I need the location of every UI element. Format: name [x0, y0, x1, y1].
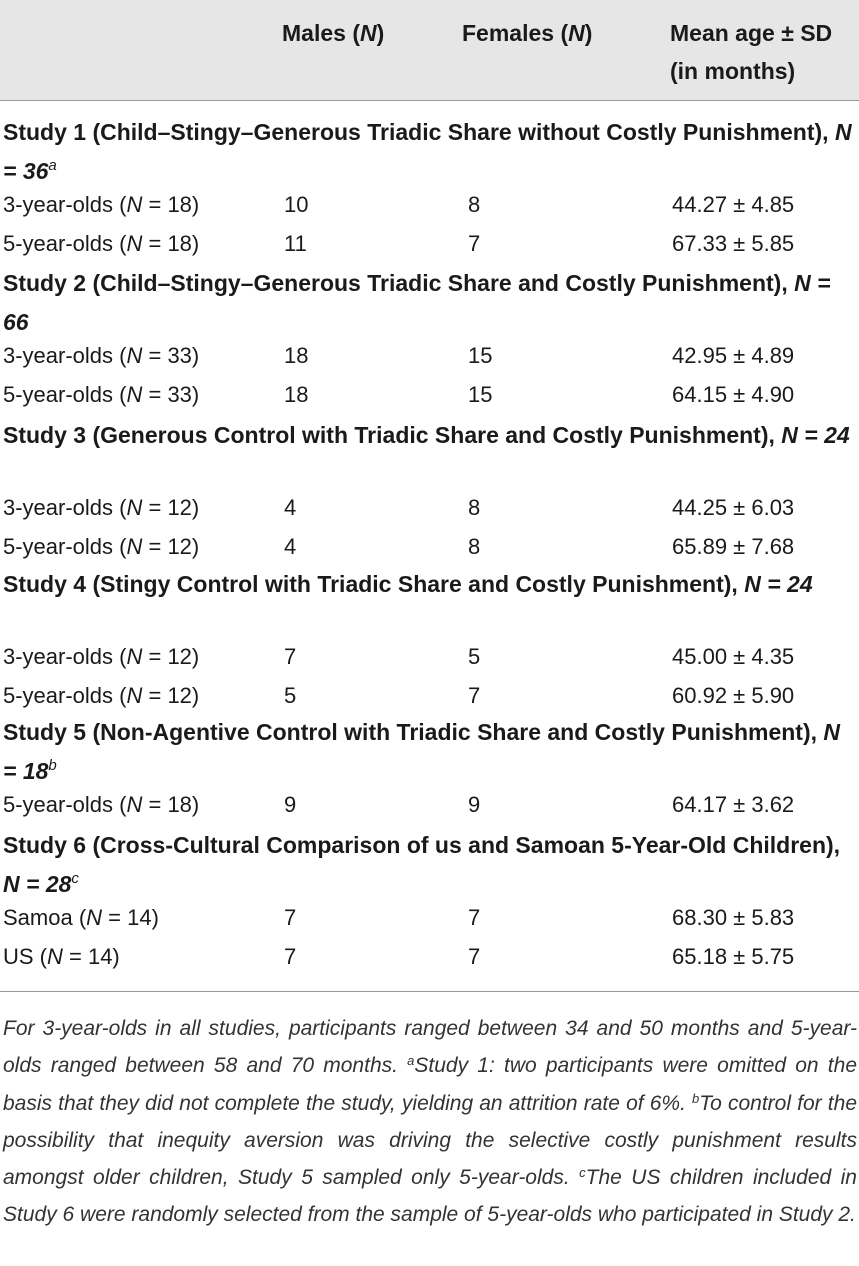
table-row	[0, 677, 859, 715]
males-count: 9	[284, 792, 297, 817]
group-label-suffix: = 12)	[142, 682, 200, 708]
study-title: Study 5 (Non-Agentive Control with Triadic Share and Costly Punishment),	[3, 719, 824, 745]
group-label-n: N	[126, 682, 143, 708]
males-count: 7	[284, 644, 297, 669]
females-count: 5	[468, 644, 481, 669]
group-label-n: N	[126, 381, 143, 407]
study-sample-size: N = 24	[744, 571, 813, 597]
table-header	[0, 0, 859, 100]
mean-age-sd: 64.15 ± 4.90	[672, 381, 795, 407]
females-count: 8	[468, 495, 481, 520]
group-label-n: N	[126, 792, 143, 817]
group-label-prefix: 5-year-olds (	[3, 682, 127, 708]
table-row	[0, 376, 859, 414]
study-sample-size: N = 28	[3, 870, 72, 897]
males-count: 18	[284, 381, 309, 407]
males-count: 11	[284, 230, 307, 256]
mean-age-sd: 45.00 ± 4.35	[672, 644, 795, 669]
females-count: 7	[468, 943, 481, 969]
study-title: Study 6 (Cross-Cultural Comparison of us and Samoan 5-Year-Old Children),	[3, 832, 841, 858]
study-heading	[3, 565, 853, 604]
group-label	[3, 337, 199, 375]
group-label-suffix: = 18)	[142, 230, 200, 256]
column-header-females: Females (N)	[462, 20, 593, 46]
mean-age-sd: 67.33 ± 5.85	[672, 230, 795, 256]
group-label-prefix: 5-year-olds (	[3, 230, 127, 256]
study-heading	[3, 713, 853, 790]
group-label-n: N	[126, 230, 143, 256]
group-label-n: N	[126, 644, 143, 669]
females-count: 8	[468, 192, 481, 217]
group-label-n: N	[126, 495, 143, 520]
table-row	[0, 489, 859, 527]
study-heading	[3, 826, 853, 903]
study-heading	[3, 264, 853, 341]
group-label	[3, 186, 199, 224]
group-label	[3, 938, 120, 976]
column-header-males: Males (N)	[282, 20, 385, 46]
study-sample-size: N = 24	[781, 422, 850, 448]
males-count: 7	[284, 905, 297, 930]
females-count: 8	[468, 533, 481, 559]
group-label	[3, 225, 199, 263]
mean-age-sd: 42.95 ± 4.89	[672, 343, 795, 368]
study-heading	[3, 416, 853, 455]
footnote-marker: c	[71, 869, 79, 887]
group-label-n: N	[47, 943, 63, 969]
group-label-prefix: 5-year-olds (	[3, 792, 127, 817]
group-label-n: N	[126, 533, 143, 559]
group-label-prefix: 5-year-olds (	[3, 381, 127, 407]
group-label	[3, 376, 199, 414]
study-sample-size: N = 36	[3, 119, 852, 184]
group-label-n: N	[126, 343, 143, 368]
group-label-prefix: 3-year-olds (	[3, 192, 127, 217]
study-heading	[3, 113, 853, 190]
mean-age-sd: 64.17 ± 3.62	[672, 792, 795, 817]
males-count: 10	[284, 192, 309, 217]
study-title: Study 1 (Child–Stingy–Generous Triadic Share without Costly Punishment),	[3, 119, 835, 145]
group-label-prefix: 5-year-olds (	[3, 533, 127, 559]
mean-age-sd: 68.30 ± 5.83	[672, 905, 795, 930]
group-label-suffix: = 18)	[142, 792, 200, 817]
group-label-suffix: = 12)	[142, 644, 200, 669]
table-row	[0, 528, 859, 566]
males-count: 7	[284, 943, 297, 969]
group-label-suffix: = 33)	[142, 343, 200, 368]
group-label	[3, 638, 199, 676]
footnote-marker: b	[48, 756, 57, 774]
females-count: 7	[468, 230, 481, 256]
group-label-suffix: = 12)	[142, 533, 200, 559]
group-label-prefix: 3-year-olds (	[3, 644, 127, 669]
group-label	[3, 899, 159, 937]
header-rule	[0, 100, 859, 101]
females-count: 15	[468, 343, 493, 368]
table-row	[0, 638, 859, 676]
group-label-suffix: = 12)	[142, 495, 200, 520]
mean-age-sd: 65.89 ± 7.68	[672, 533, 795, 559]
group-label-prefix: 3-year-olds (	[3, 343, 127, 368]
mean-age-sd: 44.25 ± 6.03	[672, 495, 795, 520]
table-row	[0, 899, 859, 937]
column-header-age: Mean age ± SD (in months)	[670, 20, 833, 84]
group-label-prefix: 3-year-olds (	[3, 495, 127, 520]
study-title: Study 2 (Child–Stingy–Generous Triadic Share and Costly Punishment),	[3, 270, 795, 296]
group-label	[3, 677, 199, 715]
footnote-marker: a	[48, 156, 57, 174]
females-count: 15	[468, 381, 493, 407]
table-footnote: For 3-year-olds in all studies, participants ranged between 34 and 50 months and 5-year-olds ranged between 58 and 70 months. $^a$Study 1: two participants were omitted on the basis that they did not complete the study, yielding an attrition rate of 6%. $^b$To control for the possibility that inequity aversion was driving the selective costly punishment results amongst older children, Study 5 sampled only 5-year-olds. $^c$The US children included in Study 6 were randomly selected from the sample of 5-year-olds who participated in Study 2.	[3, 1017, 857, 1227]
mean-age-sd: 65.18 ± 5.75	[672, 943, 795, 969]
group-label-prefix: Samoa (	[3, 905, 87, 930]
study-sample-size: N = 66	[3, 270, 831, 335]
males-count: 5	[284, 682, 297, 708]
study-title: Study 3 (Generous Control with Triadic Share and Costly Punishment),	[3, 422, 782, 448]
table-row	[0, 786, 859, 824]
mean-age-sd: 44.27 ± 4.85	[672, 192, 795, 217]
group-label-n: N	[86, 905, 103, 930]
males-count: 4	[284, 533, 297, 559]
study-sample-size: N = 18	[3, 719, 841, 784]
group-label-n: N	[126, 192, 143, 217]
group-label-suffix: = 14)	[102, 905, 159, 930]
group-label	[3, 528, 199, 566]
mean-age-sd: 60.92 ± 5.90	[672, 682, 795, 708]
females-count: 9	[468, 792, 481, 817]
group-label	[3, 786, 199, 824]
footer-rule	[0, 991, 859, 992]
group-label-suffix: = 18)	[142, 192, 200, 217]
females-count: 7	[468, 905, 481, 930]
group-label-suffix: = 14)	[62, 943, 120, 969]
table-row	[0, 186, 859, 224]
table-row	[0, 938, 859, 976]
table-row	[0, 337, 859, 375]
table-row	[0, 225, 859, 263]
males-count: 4	[284, 495, 297, 520]
females-count: 7	[468, 682, 481, 708]
study-title: Study 4 (Stingy Control with Triadic Share and Costly Punishment),	[3, 571, 745, 597]
group-label-prefix: US (	[3, 943, 47, 969]
group-label-suffix: = 33)	[142, 381, 200, 407]
group-label	[3, 489, 199, 527]
males-count: 18	[284, 343, 309, 368]
